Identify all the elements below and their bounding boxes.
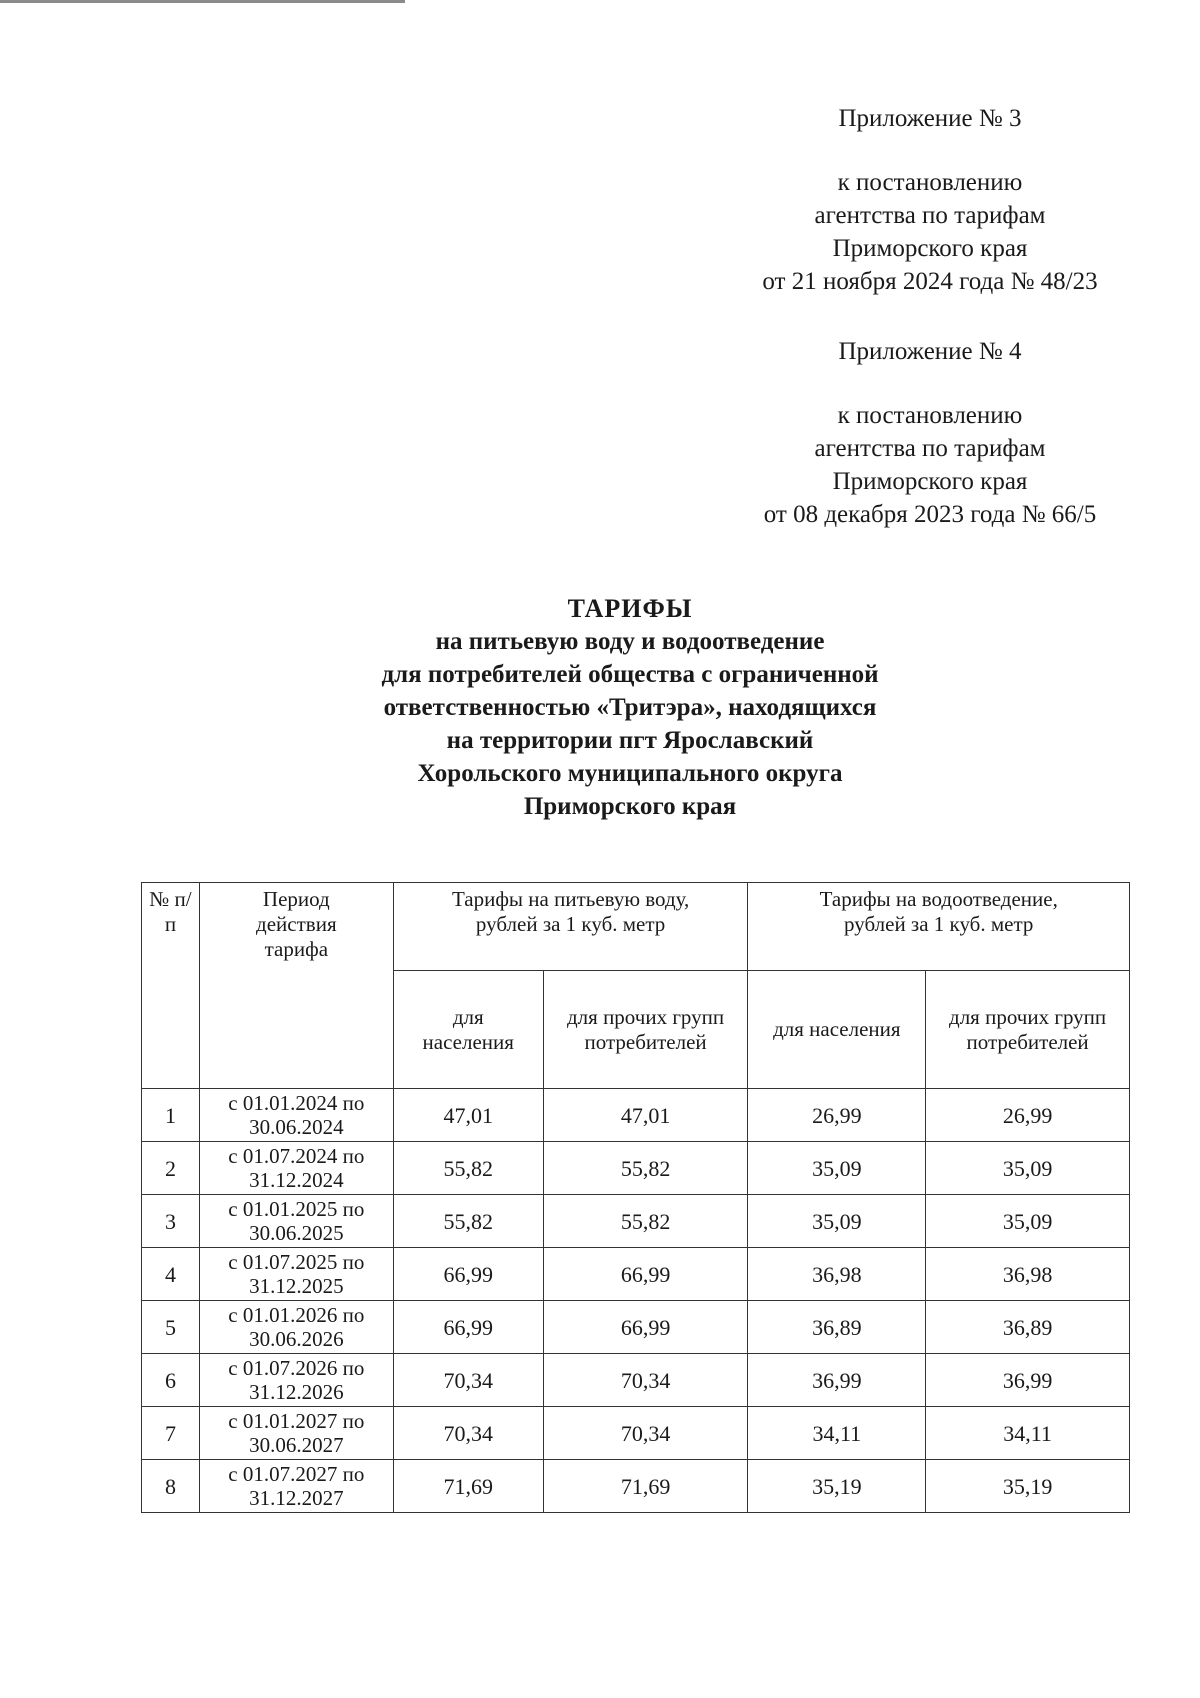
- table-row: [142, 1089, 1130, 1142]
- cell-num: 8: [142, 1460, 200, 1513]
- cell-drain-population: 35,19: [748, 1460, 926, 1513]
- header-line: от 08 декабря 2023 года № 66/5: [763, 501, 1097, 528]
- header-line: Приморского края: [832, 468, 1028, 495]
- cell-drain-other: 35,19: [926, 1460, 1130, 1513]
- header-period: Период действия тарифа: [199, 883, 393, 1089]
- cell-drain-other: 35,09: [926, 1195, 1130, 1248]
- cell-water-other: 70,34: [543, 1407, 748, 1460]
- cell-drain-population: 35,09: [748, 1195, 926, 1248]
- header-water-population: для населения: [393, 971, 543, 1089]
- appendix-4-header: [710, 335, 1150, 531]
- document-title: [200, 592, 1060, 823]
- cell-num: 1: [142, 1089, 200, 1142]
- cell-drain-other: 36,98: [926, 1248, 1130, 1301]
- cell-num: 3: [142, 1195, 200, 1248]
- header-line: к постановлению: [837, 402, 1023, 429]
- cell-num: 7: [142, 1407, 200, 1460]
- cell-water-population: 66,99: [393, 1248, 543, 1301]
- table-row: [142, 1460, 1130, 1513]
- header-line: агентства по тарифам: [814, 435, 1046, 462]
- cell-drain-other: 34,11: [926, 1407, 1130, 1460]
- tariffs-table: [141, 882, 1130, 1513]
- cell-num: 4: [142, 1248, 200, 1301]
- header-water: Тарифы на питьевую воду, рублей за 1 куб. метр: [393, 883, 748, 971]
- cell-drain-population: 36,98: [748, 1248, 926, 1301]
- title-line: Хорольского муниципального округа: [417, 760, 843, 787]
- cell-water-other: 55,82: [543, 1195, 748, 1248]
- header-drain-other: для прочих групп потребителей: [926, 971, 1130, 1089]
- title-line: для потребителей общества с ограниченной: [381, 661, 879, 688]
- table-row: [142, 1407, 1130, 1460]
- header-drain: Тарифы на водоотведение, рублей за 1 куб. метр: [748, 883, 1130, 971]
- header-line: к постановлению: [837, 169, 1023, 196]
- cell-period: с 01.07.2026 по 31.12.2026: [199, 1354, 393, 1407]
- cell-period: с 01.07.2024 по 31.12.2024: [199, 1142, 393, 1195]
- cell-water-population: 66,99: [393, 1301, 543, 1354]
- cell-drain-other: 26,99: [926, 1089, 1130, 1142]
- cell-water-other: 70,34: [543, 1354, 748, 1407]
- appendix-number: Приложение № 3: [838, 105, 1022, 132]
- cell-drain-population: 36,99: [748, 1354, 926, 1407]
- scan-edge-mark: [0, 0, 405, 3]
- header-water-other: для прочих групп потребителей: [543, 971, 748, 1089]
- cell-period: с 01.07.2027 по 31.12.2027: [199, 1460, 393, 1513]
- cell-drain-other: 35,09: [926, 1142, 1130, 1195]
- cell-drain-population: 26,99: [748, 1089, 926, 1142]
- table-row: [142, 1142, 1130, 1195]
- cell-water-population: 47,01: [393, 1089, 543, 1142]
- header-line: Приморского края: [832, 235, 1028, 262]
- cell-drain-population: 35,09: [748, 1142, 926, 1195]
- cell-water-other: 71,69: [543, 1460, 748, 1513]
- cell-water-population: 70,34: [393, 1354, 543, 1407]
- cell-period: с 01.01.2024 по 30.06.2024: [199, 1089, 393, 1142]
- header-line: агентства по тарифам: [814, 202, 1046, 229]
- title-line: ответственностью «Тритэра», находящихся: [383, 694, 877, 721]
- cell-period: с 01.01.2026 по 30.06.2026: [199, 1301, 393, 1354]
- cell-water-other: 47,01: [543, 1089, 748, 1142]
- cell-period: с 01.07.2025 по 31.12.2025: [199, 1248, 393, 1301]
- cell-water-population: 71,69: [393, 1460, 543, 1513]
- cell-water-population: 70,34: [393, 1407, 543, 1460]
- cell-water-other: 66,99: [543, 1301, 748, 1354]
- header-num: № п/п: [142, 883, 200, 1089]
- table-row: [142, 1248, 1130, 1301]
- table-row: [142, 1301, 1130, 1354]
- table-row: [142, 1354, 1130, 1407]
- cell-period: с 01.01.2027 по 30.06.2027: [199, 1407, 393, 1460]
- title-line: на территории пгт Ярославский: [446, 727, 814, 754]
- cell-drain-population: 36,89: [748, 1301, 926, 1354]
- cell-water-population: 55,82: [393, 1142, 543, 1195]
- cell-drain-other: 36,99: [926, 1354, 1130, 1407]
- title-line: на питьевую воду и водоотведение: [435, 628, 825, 655]
- cell-num: 6: [142, 1354, 200, 1407]
- header-line: от 21 ноября 2024 года № 48/23: [762, 268, 1098, 295]
- cell-num: 5: [142, 1301, 200, 1354]
- header-drain-population: для населения: [748, 971, 926, 1089]
- appendix-number: Приложение № 4: [838, 338, 1022, 365]
- cell-water-other: 66,99: [543, 1248, 748, 1301]
- title-line: Приморского края: [523, 793, 737, 820]
- cell-period: с 01.01.2025 по 30.06.2025: [199, 1195, 393, 1248]
- title-main: ТАРИФЫ: [567, 594, 693, 623]
- table-row: [142, 1195, 1130, 1248]
- cell-drain-other: 36,89: [926, 1301, 1130, 1354]
- cell-water-other: 55,82: [543, 1142, 748, 1195]
- cell-water-population: 55,82: [393, 1195, 543, 1248]
- cell-num: 2: [142, 1142, 200, 1195]
- appendix-3-header: [710, 102, 1150, 298]
- cell-drain-population: 34,11: [748, 1407, 926, 1460]
